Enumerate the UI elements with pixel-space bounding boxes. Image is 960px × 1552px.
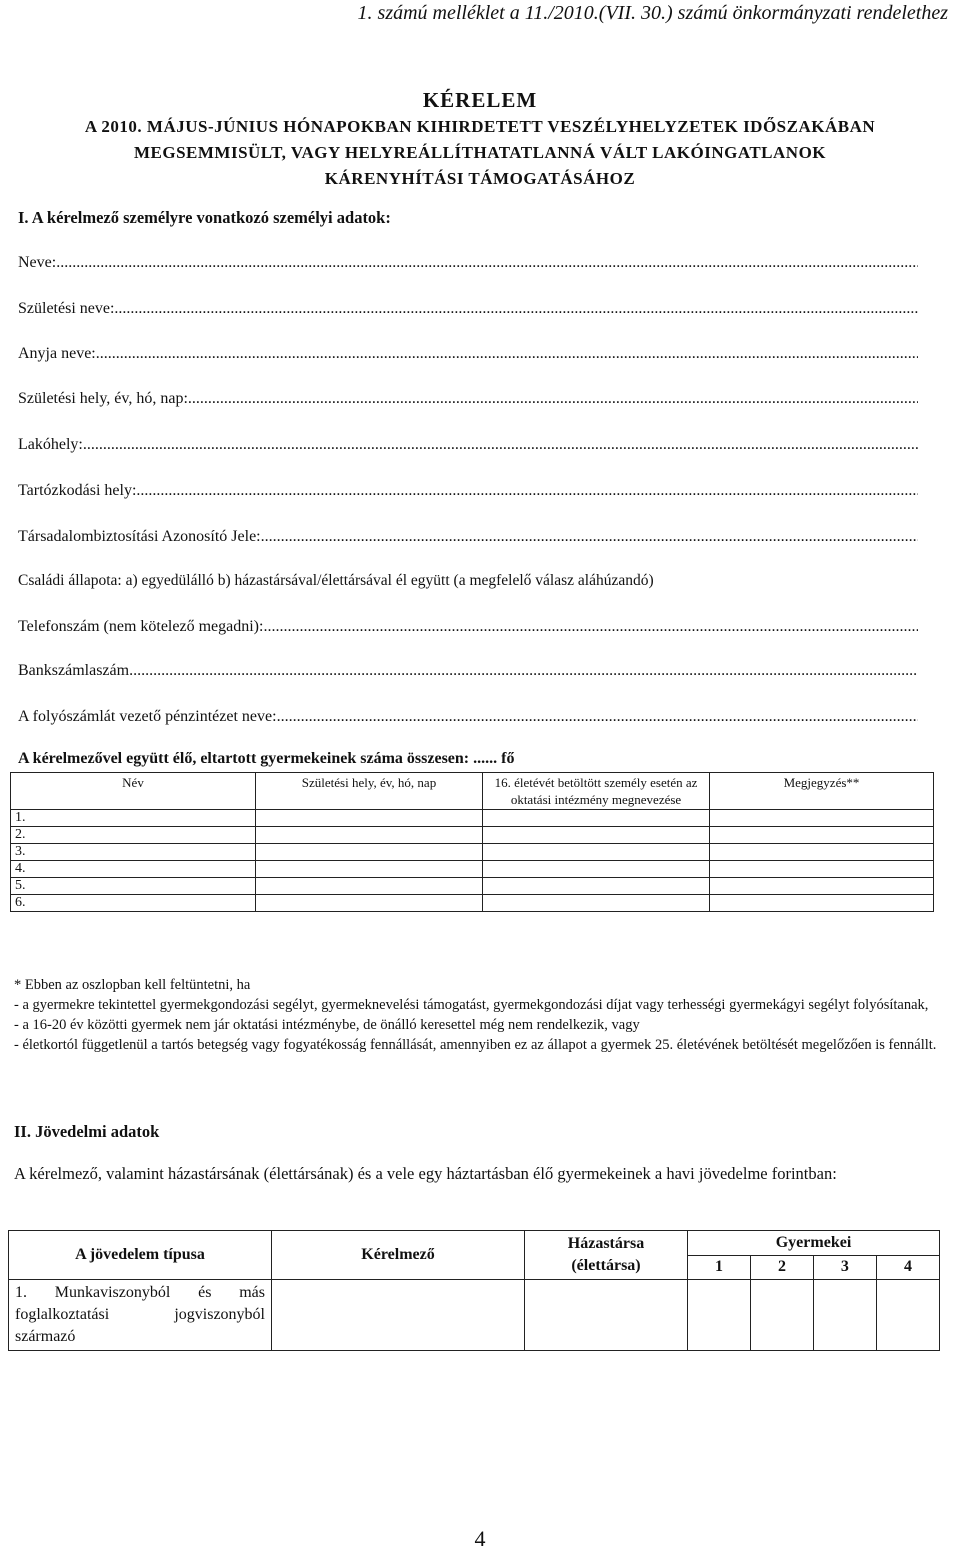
cell[interactable] bbox=[710, 827, 934, 844]
field-label: Bankszámlaszám bbox=[18, 662, 130, 679]
field-stay-place[interactable] bbox=[18, 482, 918, 500]
field-residence[interactable] bbox=[18, 436, 918, 454]
field-label: Társadalombiztosítási Azonosító Jele: bbox=[18, 528, 261, 545]
section2-intro: A kérelmező, valamint házastársának (élettársának) és a vele egy háztartásban élő gyermekeinek a havi jövedelme forintban: bbox=[14, 1164, 837, 1183]
row-number[interactable]: 3. bbox=[11, 844, 256, 861]
cell[interactable] bbox=[256, 878, 483, 895]
table-row bbox=[9, 1280, 940, 1351]
spouse-line: (élettársa) bbox=[571, 1257, 641, 1274]
subtitle-line: A 2010. MÁJUS-JÚNIUS HÓNAPOKBAN KIHIRDETETT VESZÉLYHELYZETEK IDŐSZAKÁBAN bbox=[84, 117, 876, 136]
footnote: - a gyermekre tekintettel gyermekgondozási segélyt, gyermeknevelési támogatást, gyermekgondozási díjat vagy terhességi gyermekágyi segélyt folyósítanak, bbox=[14, 997, 929, 1013]
section1-heading: I. A kérelmező személyre vonatkozó személyi adatok: bbox=[18, 208, 391, 227]
field-label: Születési neve: bbox=[18, 300, 115, 317]
table-row bbox=[11, 895, 934, 912]
field-label: Születési hely, év, hó, nap: bbox=[18, 390, 188, 407]
row-number[interactable]: 2. bbox=[11, 827, 256, 844]
cell[interactable] bbox=[256, 827, 483, 844]
child-number: 1 bbox=[688, 1255, 751, 1280]
cell[interactable] bbox=[256, 861, 483, 878]
column-header-spouse bbox=[525, 1231, 688, 1280]
header-note: 1. számú melléklet a 11./2010.(VII. 30.) számú önkormányzati rendelethez bbox=[357, 2, 948, 24]
cell[interactable] bbox=[483, 810, 710, 827]
section2-heading: II. Jövedelmi adatok bbox=[14, 1122, 160, 1141]
row-number[interactable]: 5. bbox=[11, 878, 256, 895]
column-header: Név bbox=[11, 773, 256, 810]
cell[interactable] bbox=[525, 1280, 688, 1351]
field-label: A folyószámlát vezető pénzintézet neve: bbox=[18, 708, 277, 725]
document-title: KÉRELEM bbox=[422, 88, 538, 112]
field-taj[interactable] bbox=[18, 528, 918, 546]
cell[interactable] bbox=[256, 844, 483, 861]
cell[interactable] bbox=[256, 895, 483, 912]
table-row bbox=[11, 861, 934, 878]
table-row bbox=[11, 878, 934, 895]
cell[interactable] bbox=[876, 1280, 939, 1351]
spouse-line: Házastársa bbox=[567, 1235, 645, 1252]
cell[interactable] bbox=[256, 810, 483, 827]
field-name[interactable] bbox=[18, 254, 918, 272]
field-label: Lakóhely: bbox=[18, 436, 83, 453]
table-row bbox=[11, 844, 934, 861]
column-header-children: Gyermekei bbox=[688, 1231, 940, 1256]
footnotes bbox=[14, 975, 944, 1055]
column-header: Születési hely, év, hó, nap bbox=[256, 773, 483, 810]
column-header: 16. életévét betöltött személy esetén az oktatási intézmény megnevezése bbox=[483, 773, 710, 810]
field-label: Tartózkodási hely: bbox=[18, 482, 137, 499]
cell[interactable] bbox=[272, 1280, 525, 1351]
child-number: 3 bbox=[813, 1255, 876, 1280]
footnote: * Ebben az oszlopban kell feltüntetni, ha bbox=[14, 977, 251, 993]
cell[interactable] bbox=[688, 1280, 751, 1351]
family-status: Családi állapota: a) egyedülálló b) házastársával/élettársával él együtt (a megfelelő válasz aláhúzandó) bbox=[18, 572, 654, 589]
children-table bbox=[10, 772, 934, 912]
field-bank-name[interactable] bbox=[18, 708, 918, 726]
field-mother-name[interactable] bbox=[18, 345, 918, 363]
subtitle-line: MEGSEMMISÜLT, VAGY HELYREÁLLÍTHATATLANNÁ VÁLT LAKÓINGATLANOK bbox=[133, 143, 827, 162]
document-subtitle bbox=[0, 114, 960, 192]
field-phone[interactable] bbox=[18, 618, 918, 636]
child-number: 2 bbox=[750, 1255, 813, 1280]
footnote: - életkortól függetlenül a tartós betegség vagy fogyatékosság fennállását, amennyiben ez az állapot a gyermek 25. életévének betöltését megelőzően is fennállt. bbox=[14, 1037, 937, 1053]
cell[interactable] bbox=[483, 827, 710, 844]
cell[interactable] bbox=[710, 895, 934, 912]
cell[interactable] bbox=[710, 878, 934, 895]
page-number: 4 bbox=[474, 1526, 486, 1551]
cell[interactable] bbox=[813, 1280, 876, 1351]
row-number[interactable]: 4. bbox=[11, 861, 256, 878]
cell[interactable] bbox=[710, 844, 934, 861]
column-header-type: A jövedelem típusa bbox=[9, 1231, 272, 1280]
field-birth-name[interactable] bbox=[18, 300, 918, 318]
row-number[interactable]: 1. bbox=[11, 810, 256, 827]
income-table bbox=[8, 1230, 940, 1351]
cell[interactable] bbox=[483, 878, 710, 895]
table-row bbox=[11, 810, 934, 827]
child-number: 4 bbox=[876, 1255, 939, 1280]
cell[interactable] bbox=[483, 895, 710, 912]
income-type-label: 1. Munkaviszonyból és más foglalkoztatási jogviszonyból származó bbox=[9, 1280, 272, 1351]
cell[interactable] bbox=[710, 810, 934, 827]
field-bank-account[interactable] bbox=[18, 662, 918, 680]
cell[interactable] bbox=[483, 861, 710, 878]
footnote: - a 16-20 év közötti gyermek nem jár oktatási intézménybe, de önálló keresettel még nem rendelkezik, vagy bbox=[14, 1017, 640, 1033]
field-birth-place-date[interactable] bbox=[18, 390, 918, 408]
cell[interactable] bbox=[483, 844, 710, 861]
field-label: Anyja neve: bbox=[18, 345, 96, 362]
column-header-applicant: Kérelmező bbox=[272, 1231, 525, 1280]
row-number[interactable]: 6. bbox=[11, 895, 256, 912]
field-label: Telefonszám (nem kötelező megadni): bbox=[18, 618, 264, 635]
cell[interactable] bbox=[710, 861, 934, 878]
field-label: Neve: bbox=[18, 254, 57, 271]
table-row bbox=[11, 827, 934, 844]
column-header: Megjegyzés** bbox=[710, 773, 934, 810]
children-heading: A kérelmezővel együtt élő, eltartott gyermekeinek száma összesen: ...... fő bbox=[18, 750, 515, 767]
cell[interactable] bbox=[750, 1280, 813, 1351]
subtitle-line: KÁRENYHÍTÁSI TÁMOGATÁSÁHOZ bbox=[324, 169, 636, 188]
